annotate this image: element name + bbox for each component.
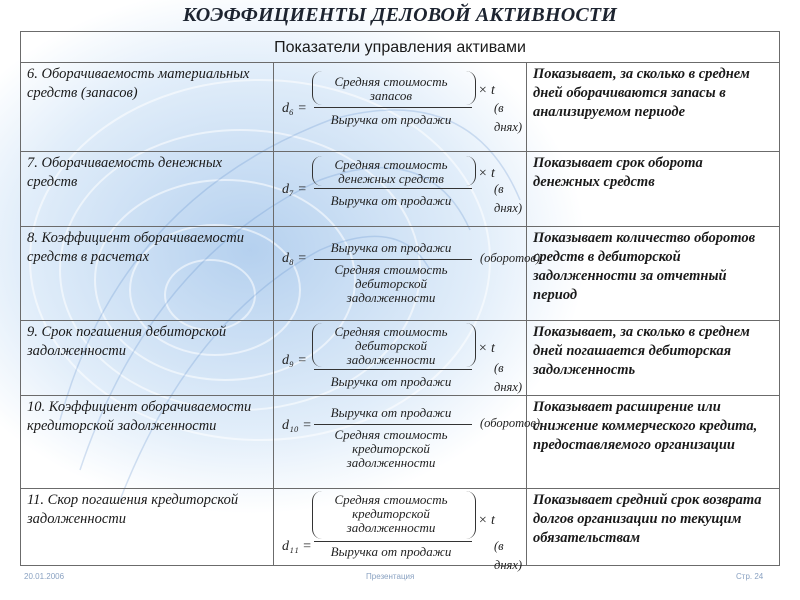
indicator-description: Показывает расширение или снижение коммерческого кредита, предоставляемого организации	[527, 396, 780, 489]
indicator-name: 9. Срок погашения дебиторской задолженности	[21, 321, 274, 396]
formula-denominator: Выручка от продажи	[330, 374, 452, 389]
formula-unit: (оборотов)	[480, 251, 540, 265]
table-header: Показатели управления активами	[21, 32, 780, 63]
formula-symbol: d₆ =	[282, 101, 307, 116]
formula-numerator: Средняя стоимость дебиторской задолженности	[334, 324, 448, 367]
indicator-description: Показывает количество оборотов средств в дебиторской задолженности за отчетный период	[527, 227, 780, 321]
formula-numerator: Выручка от продажи	[330, 240, 452, 255]
formula-unit: (в днях)	[494, 539, 523, 572]
table-row	[21, 227, 780, 321]
formula-denominator: Средняя стоимость кредиторской задолженности	[334, 427, 448, 470]
table-row	[21, 63, 780, 152]
indicator-name: 10. Коэффициент оборачиваемости кредиторской задолженности	[21, 396, 274, 489]
formula-symbol: d₇ =	[282, 182, 307, 197]
footer-presentation: Презентация	[366, 572, 415, 581]
indicator-name: 7. Оборачиваемость денежных средств	[21, 152, 274, 227]
indicator-name: 8. Коэффициент оборачиваемости средств в расчетах	[21, 227, 274, 321]
formula-multiplier: × t	[478, 83, 495, 98]
formula-symbol: d₁₀ =	[282, 418, 312, 433]
indicator-name: 6. Оборачиваемость материальных средств (запасов)	[21, 63, 274, 152]
indicator-formula	[274, 489, 527, 572]
indicator-description: Показывает средний срок возврата долгов организации по текущим обязательствам	[527, 489, 780, 566]
formula-symbol: d₁₁ =	[282, 539, 312, 554]
formula-denominator: Средняя стоимость дебиторской задолженности	[334, 262, 448, 305]
formula-numerator: Средняя стоимость денежных средств	[334, 157, 448, 186]
formula-unit: (оборотов)	[480, 416, 540, 430]
formula-unit: (в днях)	[494, 101, 523, 134]
formula-multiplier: × t	[478, 513, 495, 528]
formula-denominator: Выручка от продажи	[330, 193, 452, 208]
indicator-description: Показывает, за сколько в среднем дней погашается дебиторская задолженность	[527, 321, 780, 396]
formula-denominator: Выручка от продажи	[330, 112, 452, 127]
formula-numerator: Выручка от продажи	[330, 405, 452, 420]
formula-unit: (в днях)	[494, 361, 523, 394]
formula-numerator: Средняя стоимость запасов	[334, 74, 448, 103]
table-row	[21, 152, 780, 227]
formula-multiplier: × t	[478, 341, 495, 356]
indicator-formula	[274, 227, 540, 321]
table-row	[21, 396, 780, 489]
indicator-formula	[274, 63, 527, 152]
formula-symbol: d₈ =	[282, 251, 307, 266]
footer-page-number: Стр. 24	[736, 572, 764, 581]
indicator-description: Показывает срок оборота денежных средств	[527, 152, 780, 227]
indicator-formula	[274, 152, 527, 227]
formula-unit: (в днях)	[494, 182, 523, 215]
table-header-row	[21, 32, 780, 63]
footer-date: 20.01.2006	[24, 572, 65, 581]
indicators-table	[20, 31, 780, 572]
formula-symbol: d₉ =	[282, 353, 307, 368]
slide-title: КОЭФФИЦИЕНТЫ ДЕЛОВОЙ АКТИВНОСТИ	[182, 4, 618, 26]
formula-numerator: Средняя стоимость кредиторской задолженности	[334, 492, 448, 535]
indicator-description: Показывает, за сколько в среднем дней оборачиваются запасы в анализируемом периоде	[527, 63, 780, 152]
indicator-formula	[274, 396, 540, 489]
table-row	[21, 321, 780, 396]
indicator-formula	[274, 321, 527, 396]
table-row	[21, 489, 780, 566]
formula-multiplier: × t	[478, 166, 495, 181]
indicator-name: 11. Скор погашения кредиторской задолженности	[21, 489, 274, 566]
formula-denominator: Выручка от продажи	[330, 544, 452, 559]
